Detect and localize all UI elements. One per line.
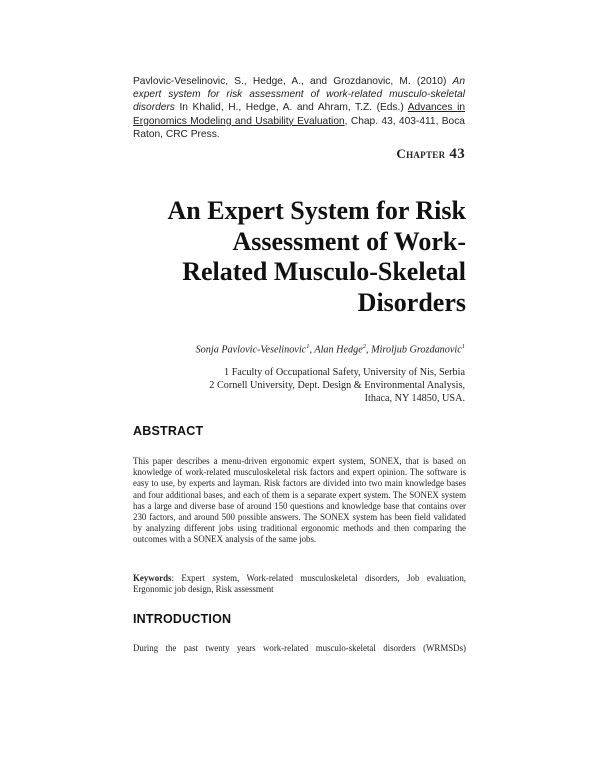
citation-tail: Chap. 43, 403-411, Boca Raton, CRC Press. bbox=[133, 115, 465, 140]
keywords-label: Keywords bbox=[133, 573, 172, 583]
abstract-body: This paper describes a menu-driven ergonomic expert system, SONEX, that is based on knowledge of work-related musculoskeletal risk factors and expert opinion. The software is easy to use, by experts and layman. Risk factors are divided into two main knowledge bases and four additional bases, and each of them is a separate expert system. The SONEX system has a large and diverse base of around 150 questions and knowledge base that contains over 230 factors, and around 500 possible answers. The SONEX system has been field validated by analyzing different jobs using traditional ergonomic methods and then comparing the outcomes with a SONEX analysis of the same jobs. bbox=[133, 456, 466, 545]
author-affil-mark: 1 bbox=[306, 343, 310, 350]
keywords-text: : Expert system, Work-related musculoskeletal disorders, Job evaluation, Ergonomic job design, Risk assessment bbox=[133, 573, 466, 595]
keywords bbox=[133, 573, 466, 595]
author-list bbox=[196, 343, 465, 355]
title-line: Disorders bbox=[357, 287, 466, 317]
abstract-heading: ABSTRACT bbox=[133, 424, 204, 438]
affiliation-line: 1 Faculty of Occupational Safety, University of Nis, Serbia bbox=[224, 367, 465, 378]
introduction-heading: INTRODUCTION bbox=[133, 612, 232, 626]
affiliation-line: Ithaca, NY 14850, USA. bbox=[364, 393, 465, 404]
author-separator: , bbox=[309, 344, 315, 356]
introduction-first-line: During the past twenty years work-related musculo-skeletal disorders (WRMSDs) bbox=[133, 643, 466, 653]
chapter-number: 43 bbox=[449, 146, 465, 162]
citation-book-link[interactable]: Advances in Ergonomics Modeling and Usability Evaluation bbox=[133, 102, 465, 127]
author-affil-mark: 1 bbox=[461, 343, 465, 350]
citation: Pavlovic-Veselinovic, S., Hedge, A., and Grozdanovic, M. (2010) An expert system for risk assessment of work-related musculo-skeletal disorders In Khalid, H., Hedge, A. and Ahram, T.Z. (Eds.) Advances in Ergonomics Modeling and Usability Evaluation, Chap. 43, 403-411, Boca Raton, CRC Press. bbox=[133, 76, 465, 140]
chapter-label bbox=[396, 146, 465, 163]
author-name: Alan Hedge bbox=[314, 344, 363, 356]
title-line: Assessment of Work- bbox=[232, 226, 466, 256]
affiliations bbox=[125, 366, 465, 405]
citation-article-title: An expert system for risk assessment of work-related musculo-skeletal disorders bbox=[133, 76, 465, 114]
citation-lead: Pavlovic-Veselinovic, S., Hedge, A., and Grozdanovic, M. (2010) bbox=[133, 76, 447, 87]
author-name: Miroljub Grozdanovic bbox=[371, 344, 462, 356]
paper-title bbox=[130, 196, 466, 318]
author-affil-mark: 2 bbox=[362, 343, 366, 350]
author-name: Sonja Pavlovic-Veselinovic bbox=[195, 344, 307, 356]
citation-editors: In Khalid, H., Hedge, A. and Ahram, T.Z. (Eds.) bbox=[179, 102, 404, 114]
affiliation-line: 2 Cornell University, Dept. Design & Environmental Analysis, bbox=[209, 380, 465, 391]
author-separator: , bbox=[366, 344, 372, 356]
title-line: An Expert System for Risk bbox=[167, 196, 466, 225]
chapter-word: Chapter bbox=[396, 146, 446, 161]
title-line: Related Musculo-Skeletal bbox=[182, 257, 466, 286]
